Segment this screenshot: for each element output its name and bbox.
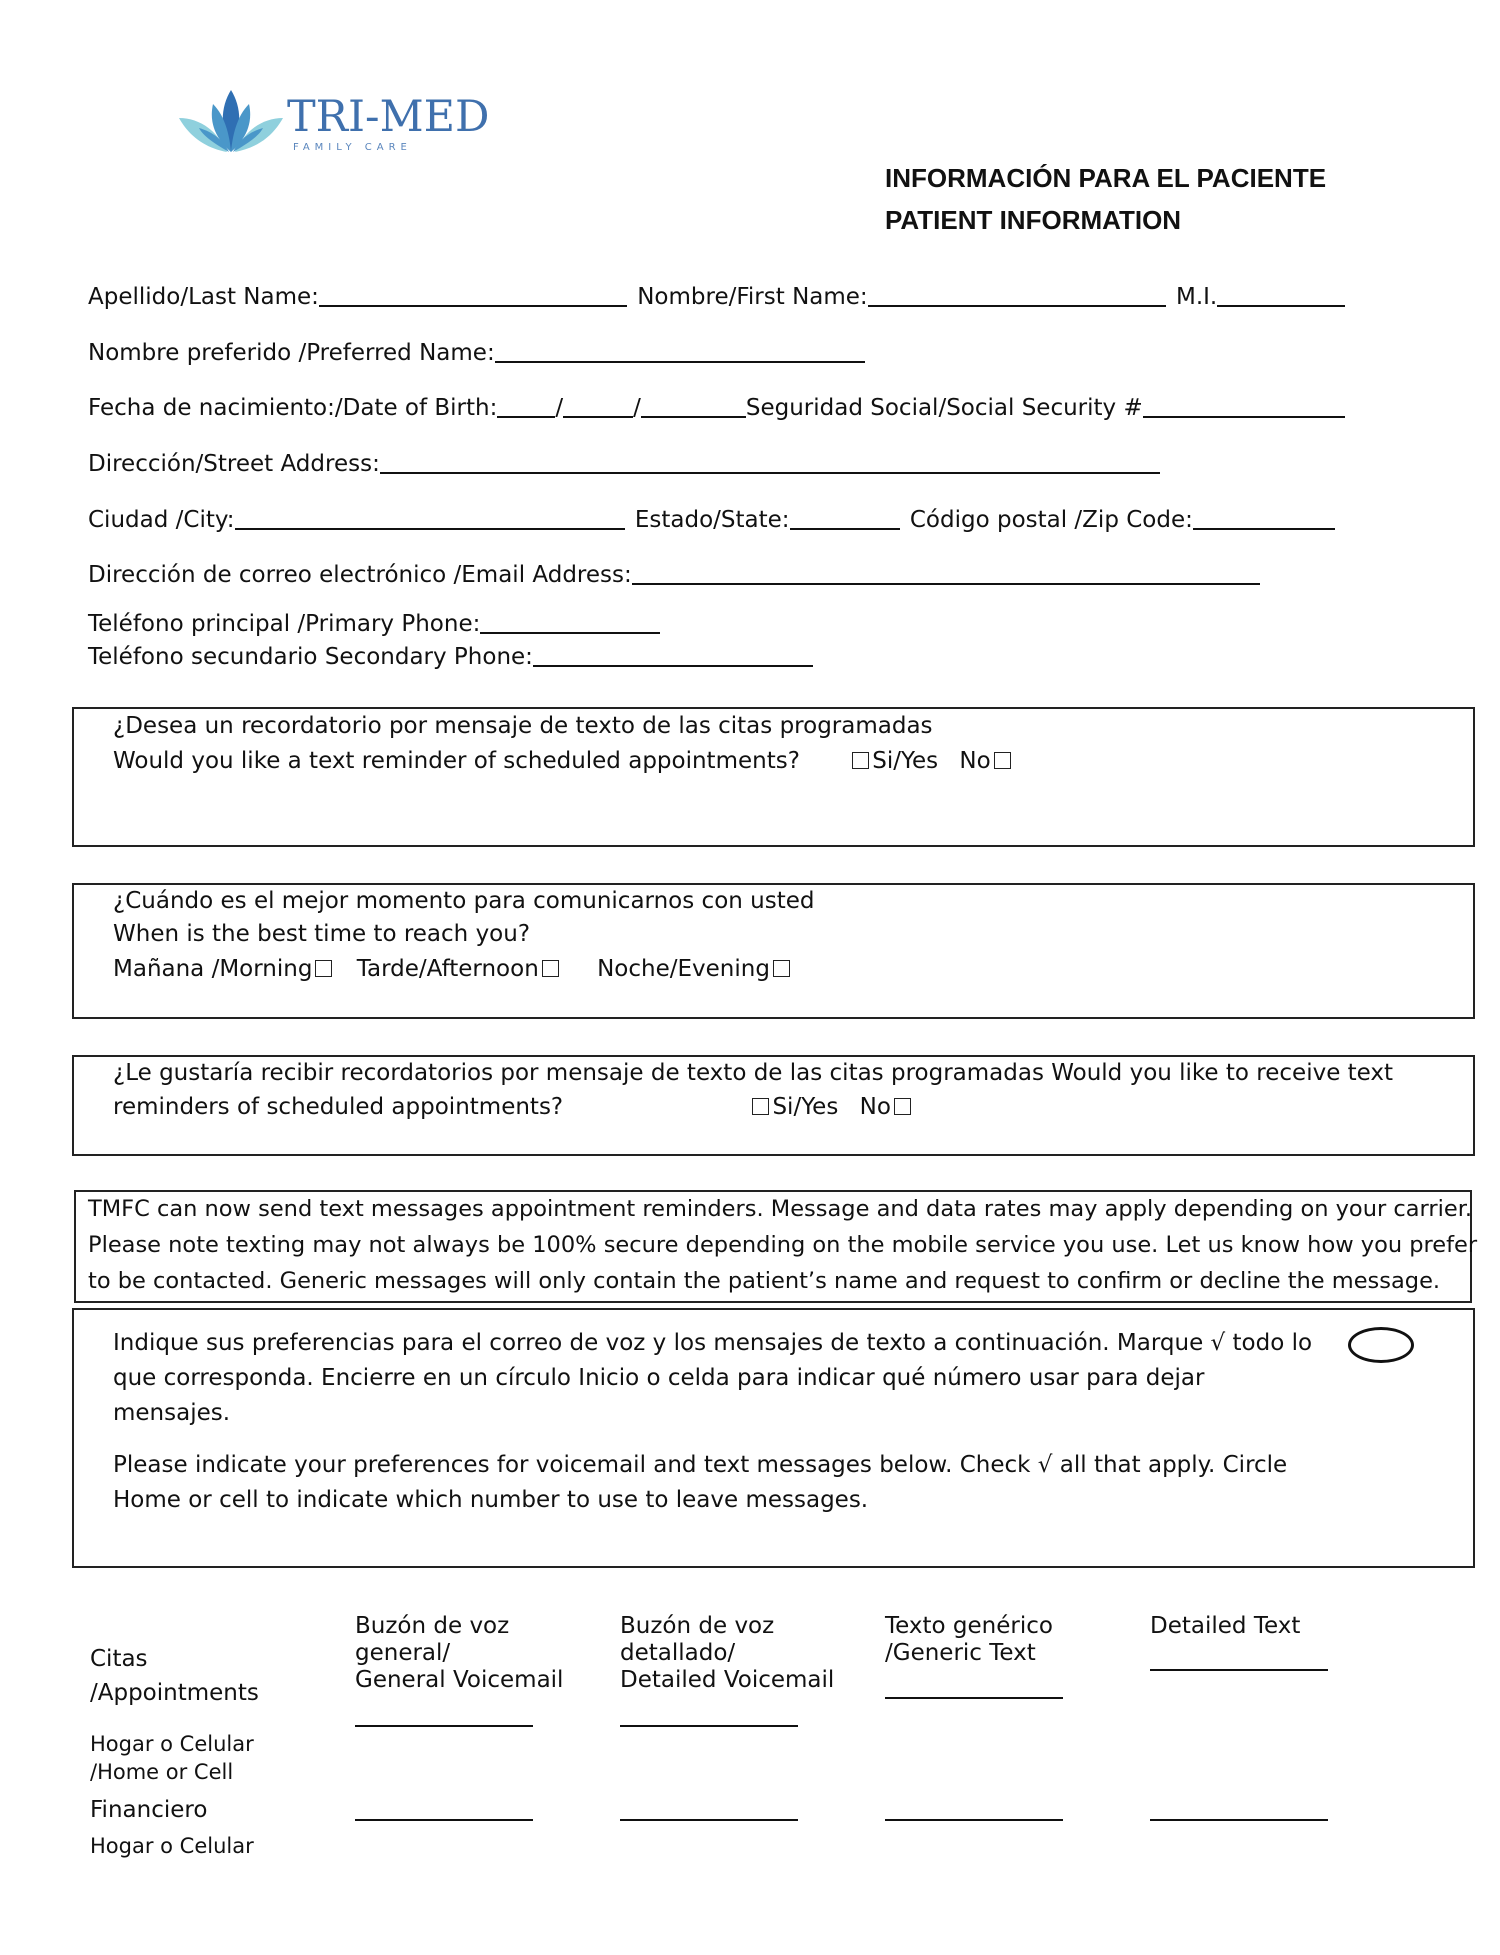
preferred-name-label: Nombre preferido /Preferred Name:: [88, 340, 495, 366]
email-field[interactable]: [632, 583, 1260, 585]
notice-line: to be contacted. Generic messages will only contain the patient’s name and request to confirm or decline the message.: [88, 1268, 1441, 1294]
row-label-home-cell: /Home or Cell: [90, 1760, 234, 1784]
preferences-text-es: mensajes.: [113, 1400, 231, 1426]
circle-shape: [1348, 1327, 1414, 1363]
dob-day-field[interactable]: [563, 416, 633, 418]
zip-label: Código postal /Zip Code:: [909, 507, 1193, 533]
first-name-field[interactable]: [868, 305, 1166, 307]
text-reminder-no-checkbox[interactable]: [994, 752, 1011, 769]
ssn-label: Seguridad Social/Social Security #: [745, 395, 1143, 421]
dob-separator: /: [555, 395, 564, 421]
street-label: Dirección/Street Address:: [88, 451, 380, 477]
text-reminder-question-en: Would you like a text reminder of scheduled appointments? Si/Yes No: [113, 748, 1014, 774]
best-time-options: [113, 956, 793, 982]
appointments-generic-text-field[interactable]: [885, 1697, 1063, 1699]
state-label: Estado/State:: [634, 507, 790, 533]
title-english: PATIENT INFORMATION: [885, 205, 1182, 235]
afternoon-label: Tarde/Afternoon: [356, 956, 539, 982]
dob-label: Fecha de nacimiento:/Date of Birth:: [88, 395, 498, 421]
evening-checkbox[interactable]: [773, 960, 790, 977]
preferred-name-field[interactable]: [495, 361, 865, 363]
notice-line: Please note texting may not always be 100% secure depending on the mobile service you use. Let us know how you prefer: [88, 1232, 1478, 1258]
appointments-detailed-voicemail-field[interactable]: [620, 1725, 798, 1727]
dob-separator: /: [633, 395, 641, 421]
secondary-phone-label: Teléfono secundario Secondary Phone:: [88, 644, 533, 670]
text-reminder-yes-label: Si/Yes: [872, 748, 939, 774]
preferred-name-row: [88, 340, 865, 366]
morning-label: Mañana /Morning: [113, 956, 313, 982]
appointments-general-voicemail-field[interactable]: [355, 1725, 533, 1727]
primary-phone-label: Teléfono principal /Primary Phone:: [88, 611, 481, 637]
best-time-question-es: ¿Cuándo es el mejor momento para comunicarnos con usted: [113, 888, 815, 914]
state-field[interactable]: [790, 528, 900, 530]
receive-reminders-no-label: No: [859, 1094, 891, 1120]
street-row: [88, 451, 1160, 477]
logo: [175, 88, 505, 158]
appointments-detailed-text-field[interactable]: [1150, 1669, 1328, 1671]
column-header-detailed-voicemail: Buzón de voz detallado/ Detailed Voicemail: [620, 1613, 835, 1693]
street-field[interactable]: [380, 472, 1160, 474]
row-label-appointments: Citas: [90, 1646, 148, 1672]
brand-tagline: FAMILY CARE: [293, 142, 412, 153]
lotus-icon: [175, 88, 287, 154]
zip-field[interactable]: [1193, 528, 1335, 530]
row-label-appointments: /Appointments: [90, 1680, 259, 1706]
text-reminder-question-es: ¿Desea un recordatorio por mensaje de texto de las citas programadas: [113, 713, 933, 739]
row-label-home-cell: Hogar o Celular: [90, 1834, 254, 1858]
preferences-text-es: que corresponda. Encierre en un círculo Inicio o celda para indicar qué número usar para dejar: [113, 1365, 1205, 1391]
secondary-phone-field[interactable]: [533, 665, 813, 667]
afternoon-checkbox[interactable]: [542, 960, 559, 977]
mi-field[interactable]: [1217, 305, 1345, 307]
first-name-label: Nombre/First Name:: [637, 284, 868, 310]
column-header-generic-text: Texto genérico /Generic Text: [885, 1613, 1053, 1666]
receive-reminders-question: ¿Le gustaría recibir recordatorios por mensaje de texto de las citas programadas Would you like to receive text: [113, 1060, 1394, 1086]
city-field[interactable]: [235, 528, 625, 530]
evening-label: Noche/Evening: [597, 956, 770, 982]
receive-reminders-yes-checkbox[interactable]: [752, 1098, 769, 1115]
receive-reminders-yes-label: Si/Yes: [772, 1094, 839, 1120]
financial-detailed-voicemail-field[interactable]: [620, 1819, 798, 1821]
last-name-label: Apellido/Last Name:: [88, 284, 319, 310]
morning-checkbox[interactable]: [315, 960, 332, 977]
email-label: Dirección de correo electrónico /Email Address:: [88, 562, 632, 588]
row-label-financial: Financiero: [90, 1797, 208, 1823]
brand-name: TRI-MED: [287, 92, 490, 142]
city-label: Ciudad /City:: [88, 507, 235, 533]
column-header-detailed-text: Detailed Text: [1150, 1613, 1301, 1639]
title-spanish: INFORMACIÓN PARA EL PACIENTE: [885, 163, 1327, 193]
preferences-text-en: Please indicate your preferences for voicemail and text messages below. Check √ all that apply. Circle: [113, 1452, 1288, 1478]
dob-month-field[interactable]: [497, 416, 555, 418]
receive-reminders-line2: reminders of scheduled appointments? Si/Yes No: [113, 1094, 914, 1120]
financial-generic-text-field[interactable]: [885, 1819, 1063, 1821]
last-name-field[interactable]: [319, 305, 627, 307]
secondary-phone-row: [88, 644, 813, 670]
financial-detailed-text-field[interactable]: [1150, 1819, 1328, 1821]
row-label-home-cell: Hogar o Celular: [90, 1732, 254, 1756]
city-row: [88, 507, 1335, 533]
primary-phone-field[interactable]: [480, 632, 660, 634]
preferences-text-es: Indique sus preferencias para el correo de voz y los mensajes de texto a continuación. Marque √ todo lo: [113, 1330, 1313, 1356]
primary-phone-row: [88, 611, 660, 637]
financial-general-voicemail-field[interactable]: [355, 1819, 533, 1821]
best-time-question-en: When is the best time to reach you?: [113, 921, 531, 947]
text-reminder-yes-checkbox[interactable]: [852, 752, 869, 769]
dob-year-field[interactable]: [641, 416, 746, 418]
text-reminder-no-label: No: [959, 748, 991, 774]
notice-line: TMFC can now send text messages appointment reminders. Message and data rates may apply depending on your carrier.: [88, 1196, 1473, 1222]
preferences-text-en: Home or cell to indicate which number to use to leave messages.: [113, 1487, 869, 1513]
mi-label: M.I.: [1175, 284, 1218, 310]
ssn-field[interactable]: [1143, 416, 1345, 418]
column-header-general-voicemail: Buzón de voz general/ General Voicemail: [355, 1613, 564, 1693]
dob-row: [88, 395, 1345, 421]
email-row: [88, 562, 1260, 588]
receive-reminders-no-checkbox[interactable]: [894, 1098, 911, 1115]
last-name-row: [88, 284, 1345, 310]
